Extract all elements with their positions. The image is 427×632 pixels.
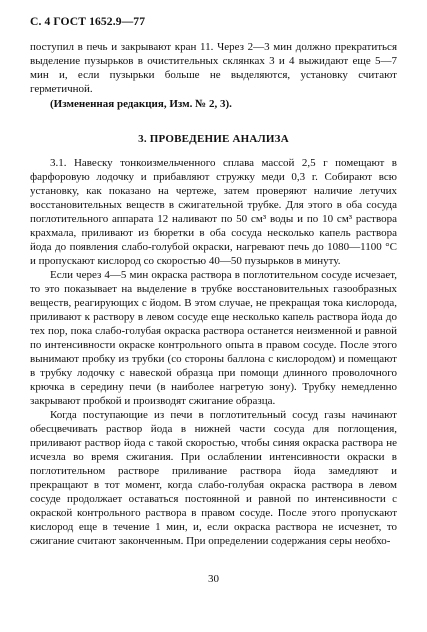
revision-note: (Измененная редакция, Изм. № 2, 3). xyxy=(50,98,232,110)
paragraph-continuation: поступил в печь и закрывают кран 11. Через 2—3 мин должно прекратиться выделение пузырьков в очистительных склянках 3 и 4 выжидают еще 5—7 мин и, если пузырьки больше не выделяются, установку считают герметичной. xyxy=(30,41,397,95)
document-body xyxy=(30,40,397,548)
section-title: 3. ПРОВЕДЕНИЕ АНАЛИЗА xyxy=(138,133,289,145)
paragraph-combustion: Когда поступающие из печи в поглотительный сосуд газы начинают обесцвечивать раствор йода в нижней части сосуда для поглощения, приливают раствор йода с такой скоростью, чтобы синяя окраска раствора не исчезла во время сжигания. При ослаблении интенсивности окраски в поглотительном растворе приливание раствора йода замедляют и прекращают в тот момент, когда слабо-голубая окраска раствора в левом сосуде продолжает оставаться постоянной и равной по интенсивности с окраской контрольного раствора в правом сосуде. После этого пропускают кислород еще в течение 1 мин, и, если окраска раствора не исчезнет, то сжигание считают законченным. При определении содержания серы необхо- xyxy=(30,409,397,547)
page-header: С. 4 ГОСТ 1652.9—77 xyxy=(30,15,146,28)
paragraph-iodine-check: Если через 4—5 мин окраска раствора в поглотительном сосуде исчезает, то это показывает на выделение в трубке восстановительных газообразных веществ, реагирующих с йодом. В этом случае, не прекращая тока кислорода, приливают к раствору в левом сосуде еще несколько капель раствора йода до тех пор, пока слабо-голубая окраска раствора останется неизменной и равной по интенсивности окраске контрольного опыта в правом сосуде. После этого вынимают пробку из трубки (со стороны баллона с кислородом) и помещают в трубку лодочку с навеской образца при помощи длинного проволочного крючка в середину печи (в наиболее нагретую зону). Трубку немедленно закрывают пробкой и производят сжигание образца. xyxy=(30,269,397,407)
paragraph-3-1: 3.1. Навеску тонкоизмельченного сплава массой 2,5 г помещают в фарфоровую лодочку и прибавляют стружку меди 0,3 г. Собирают всю установку, как показано на чертеже, затем проверяют наличие летучих восстановительных веществ в сжигательной трубке. Для этого в оба сосуда поглотительного аппарата 12 наливают по 50 см³ воды и по 10 см³ раствора крахмала, приливают из бюретки в оба сосуда несколько капель раствора йода до появления слабо-голубой окраски, нагревают печь до 1080—1100 °С и пропускают кислород со скоростью 40—50 пузырьков в минуту. xyxy=(30,157,397,267)
page-number: 30 xyxy=(208,573,219,585)
